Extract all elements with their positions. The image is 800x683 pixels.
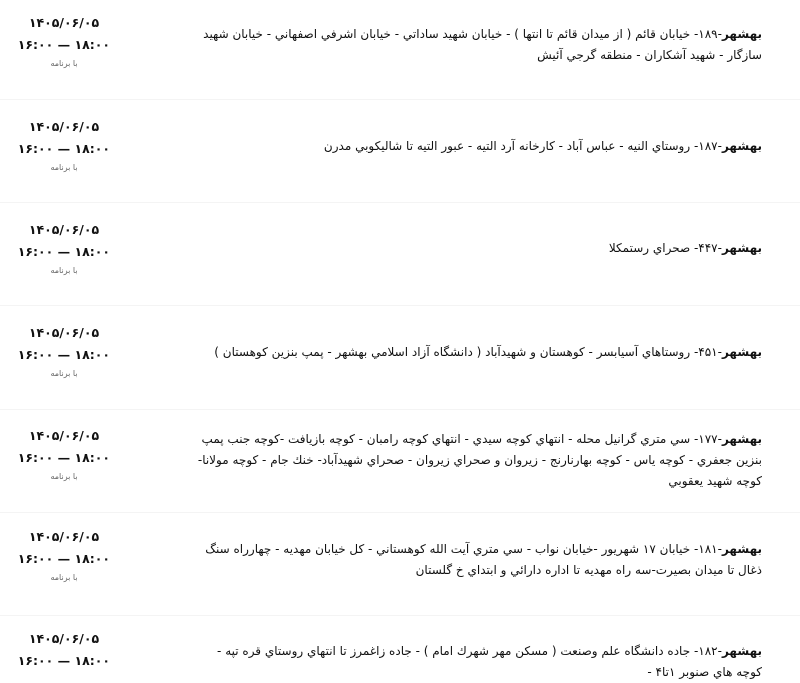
outage-row-6: [0, 516, 800, 616]
outage-city: بهشهر: [721, 139, 762, 153]
outage-row-1: [0, 0, 800, 100]
outage-meta: [18, 428, 110, 483]
outage-description: [190, 342, 762, 363]
outage-meta: [18, 529, 110, 584]
outage-description: [190, 238, 762, 259]
outage-time-range: ۱۸:۰۰ — ۱۶:۰۰: [17, 347, 110, 362]
outage-city: بهشهر: [721, 432, 762, 446]
outage-time-range: ۱۸:۰۰ — ۱۶:۰۰: [17, 244, 110, 259]
outage-row-3: [0, 206, 800, 306]
outage-meta: [18, 631, 110, 669]
outage-date: ۱۴۰۵/۰۶/۰۵: [28, 325, 100, 340]
row-divider: [0, 512, 800, 513]
outage-description: [190, 641, 762, 683]
outage-time-range: ۱۸:۰۰ — ۱۶:۰۰: [17, 450, 110, 465]
outage-areas: -۱۸۷- روستاي النيه - عباس آباد - كارخانه آرد التيه - عبور التيه تا شاليكوبي مدرن: [323, 139, 722, 153]
outage-city: بهشهر: [721, 644, 762, 658]
row-divider: [0, 615, 800, 616]
outage-date: ۱۴۰۵/۰۶/۰۵: [28, 15, 100, 30]
outage-description: [190, 429, 762, 492]
outage-time-range: ۱۸:۰۰ — ۱۶:۰۰: [17, 141, 110, 156]
outage-row-7: [0, 619, 800, 682]
outage-city: بهشهر: [721, 542, 762, 556]
outage-description: [190, 24, 762, 66]
outage-meta: [18, 222, 110, 277]
outage-meta: [18, 15, 110, 70]
row-divider: [0, 202, 800, 203]
outage-meta: [18, 325, 110, 380]
outage-areas: -۴۴۷- صحراي رستمكلا: [608, 241, 722, 255]
outage-time-range: ۱۸:۰۰ — ۱۶:۰۰: [17, 653, 110, 668]
outage-description: [190, 136, 762, 157]
outage-areas: -۱۷۷- سي متري گرانيل محله - انتهاي كوچه سيدي - انتهاي كوچه رامبان - كوچه بازيافت -كوچه جنب پمپ بنزين جعفري - كوچه ياس - كوچه بهارنارنج - زيروان و صحراي زيروان - صحراي شهيدآباد- خنك جام - كوچه مولانا- كوچه شهيد يعقوبي: [197, 432, 762, 488]
outage-date: ۱۴۰۵/۰۶/۰۵: [28, 428, 100, 443]
outage-row-5: [0, 413, 800, 513]
outage-city: بهشهر: [721, 241, 762, 255]
outage-areas: -۴۵۱- روستاهاي آسيابسر - كوهستان و شهيدآباد ( دانشگاه آزاد اسلامي بهشهر - پمپ بنزين كوهستان ): [214, 345, 722, 359]
outage-row-2: [0, 103, 800, 203]
outage-areas: -۱۸۲- جاده دانشگاه علم وصنعت ( مسكن مهر شهرك امام ) - جاده زاغمرز تا انتهاي روستاي قره تپه - كوچه هاي صنوبر ۱تا۴ -: [217, 644, 762, 679]
outage-schedule-label: با برنامه: [50, 472, 78, 481]
outage-meta: [18, 119, 110, 174]
outage-city: بهشهر: [721, 27, 762, 41]
outage-schedule-label: با برنامه: [50, 573, 78, 582]
outage-schedule-label: با برنامه: [50, 266, 78, 275]
outage-time-range: ۱۸:۰۰ — ۱۶:۰۰: [17, 37, 110, 52]
row-divider: [0, 409, 800, 410]
outage-schedule-label: با برنامه: [50, 369, 78, 378]
outage-time-range: ۱۸:۰۰ — ۱۶:۰۰: [17, 551, 110, 566]
outage-row-4: [0, 310, 800, 410]
outage-city: بهشهر: [721, 345, 762, 359]
outage-date: ۱۴۰۵/۰۶/۰۵: [28, 119, 100, 134]
outage-schedule-label: با برنامه: [50, 163, 78, 172]
outage-areas: -۱۸۹- خيابان قائم ( از ميدان قائم تا انتها ) - خيابان شهيد ساداتي - خيابان اشرفي اصفهاني - خيابان شهيد سازگار - شهيد آشكاران - منطقه گرجي آئيش: [203, 27, 762, 62]
row-divider: [0, 305, 800, 306]
outage-date: ۱۴۰۵/۰۶/۰۵: [28, 529, 100, 544]
outage-date: ۱۴۰۵/۰۶/۰۵: [28, 222, 100, 237]
row-divider: [0, 99, 800, 100]
outage-schedule-label: با برنامه: [50, 59, 78, 68]
outage-description: [190, 539, 762, 581]
outage-date: ۱۴۰۵/۰۶/۰۵: [28, 631, 100, 646]
outage-areas: -۱۸۱- خيابان ۱۷ شهريور -خيابان نواب - سي متري آيت الله كوهستاني - كل خيابان مهديه - چهارراه سنگ ذغال تا ميدان بصيرت-سه راه مهديه تا اداره دارائي و ابتداي خ گلستان: [205, 542, 762, 577]
